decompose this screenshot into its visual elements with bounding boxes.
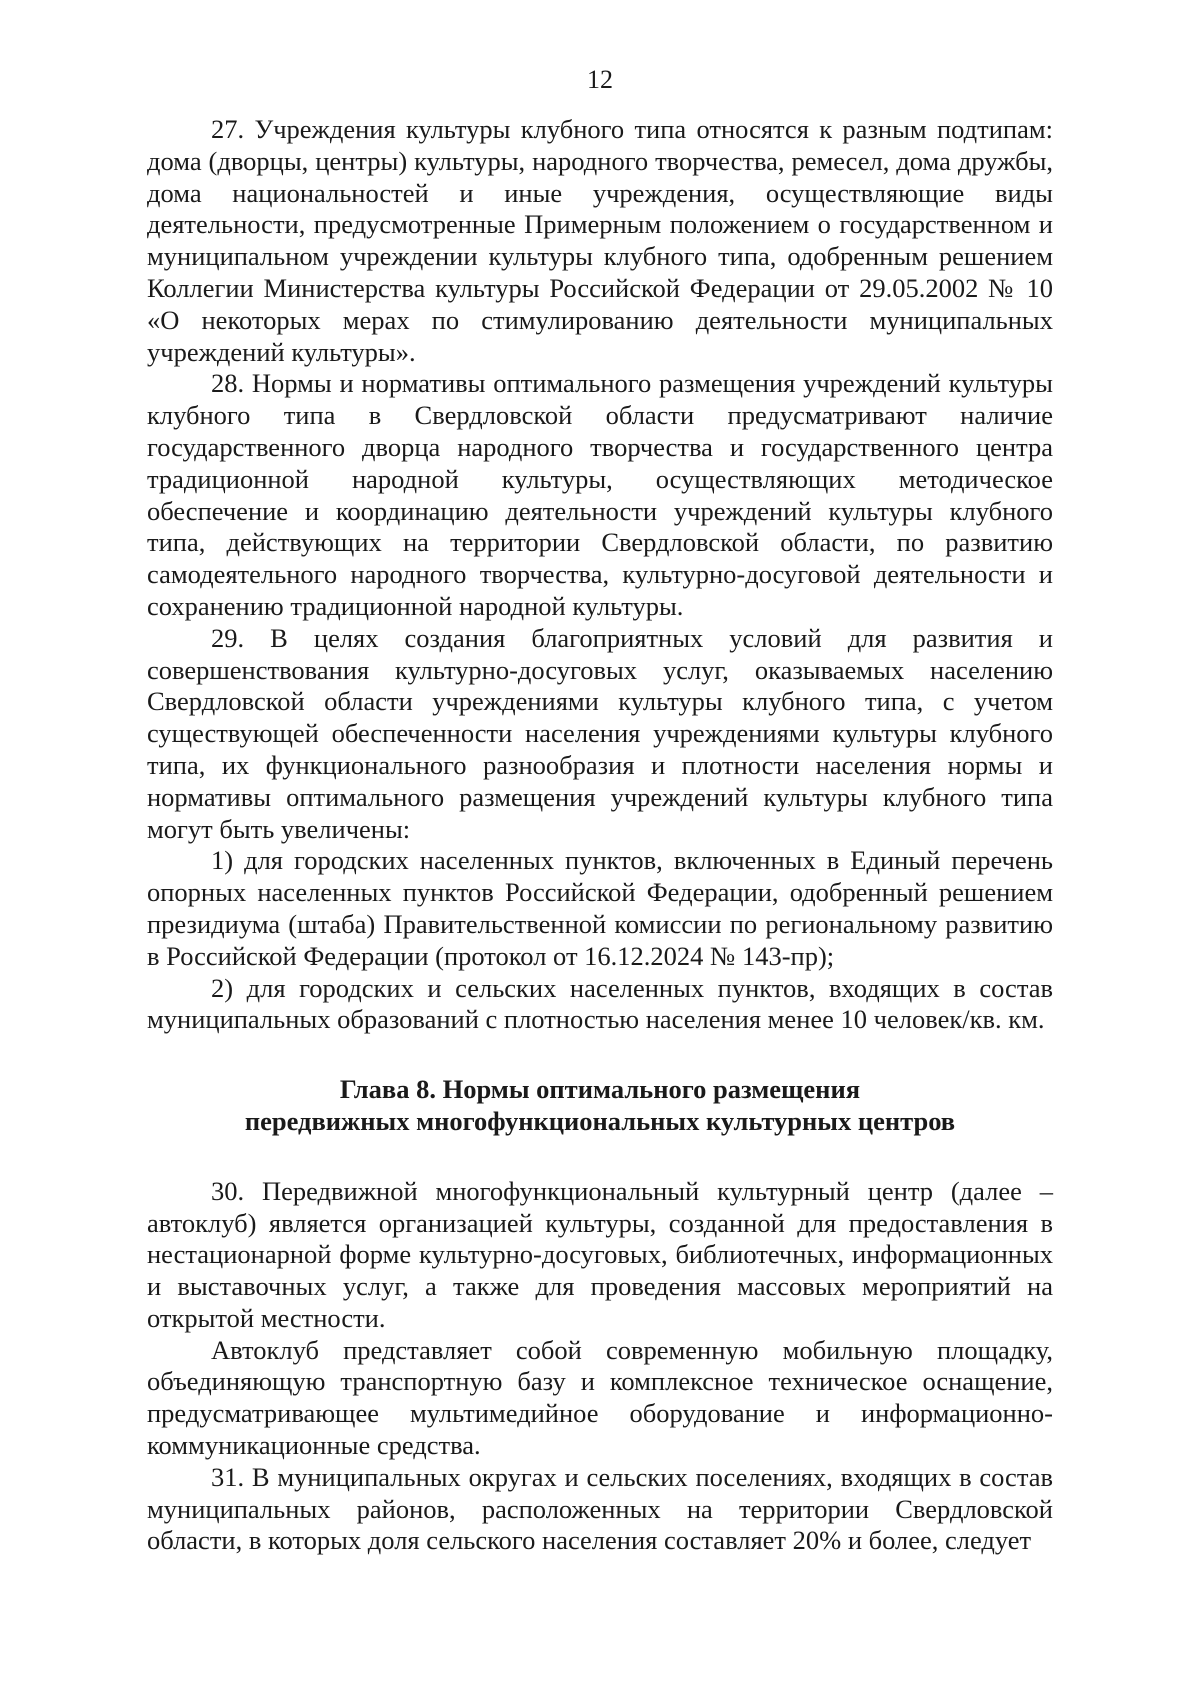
paragraph-29-item-2: 2) для городских и сельских населенных пунктов, входящих в состав муниципальных образований с плотностью населения менее 10 человек/кв. км. bbox=[147, 972, 1053, 1035]
paragraph-29: 29. В целях создания благоприятных условий для развития и совершенствования культурно-досуговых услуг, оказываемых населению Свердловской области учреждениями культуры клубного типа, с учетом существующей обеспеченности населения учреждениями культуры клубного типа, их функционального разнообразия и плотности населения нормы и нормативы оптимального размещения учреждений культуры клубного типа могут быть увеличены: bbox=[147, 622, 1053, 844]
chapter-title bbox=[147, 1074, 1053, 1138]
paragraph-autoclub: Автоклуб представляет собой современную мобильную площадку, объединяющую транспортную базу и комплексное техническое оснащение, предусматривающее мультимедийное оборудование и информационно-коммуникационные средства. bbox=[147, 1334, 1053, 1461]
paragraph-29-item-1: 1) для городских населенных пунктов, включенных в Единый перечень опорных населенных пунктов Российской Федерации, одобренный решением президиума (штаба) Правительственной комиссии по региональному развитию в Российской Федерации (протокол от 16.12.2024 № 143-пр); bbox=[147, 845, 1053, 971]
paragraph-31: 31. В муниципальных округах и сельских поселениях, входящих в состав муниципальных районов, расположенных на территории Свердловской области, в которых доля сельского населения составляет 20% и более, следует bbox=[147, 1461, 1053, 1556]
paragraph-28: 28. Нормы и нормативы оптимального размещения учреждений культуры клубного типа в Свердловской области предусматривают наличие государственного дворца народного творчества и государственного центра традиционной народной культуры, осуществляющих методическое обеспечение и координацию деятельности учреждений культуры клубного типа, действующих на территории Свердловской области, по развитию самодеятельного народного творчества, культурно-досуговой деятельности и сохранению традиционной народной культуры. bbox=[147, 368, 1053, 621]
paragraph-30: 30. Передвижной многофункциональный культурный центр (далее – автоклуб) является организацией культуры, созданной для предоставления в нестационарной форме культурно-досуговых, библиотечных, информационных и выставочных услуг, а также для проведения массовых мероприятий на открытой местности. bbox=[147, 1175, 1053, 1333]
page-number: 12 bbox=[587, 65, 613, 94]
chapter-title-line-1: Глава 8. Нормы оптимального размещения bbox=[339, 1074, 861, 1105]
paragraph-27: 27. Учреждения культуры клубного типа относятся к разным подтипам: дома (дворцы, центры) культуры, народного творчества, ремесел, дома дружбы, дома национальностей и иные учреждения, осуществляющие виды деятельности, предусмотренные Примерным положением о государственном и муниципальном учреждении культуры клубного типа, одобренным решением Коллегии Министерства культуры Российской Федерации от 29.05.2002 № 10 «О некоторых мерах по стимулированию деятельности муниципальных учреждений культуры». bbox=[147, 114, 1053, 367]
chapter-title-line-2: передвижных многофункциональных культурных центров bbox=[244, 1105, 956, 1136]
document-body bbox=[147, 114, 1053, 1557]
